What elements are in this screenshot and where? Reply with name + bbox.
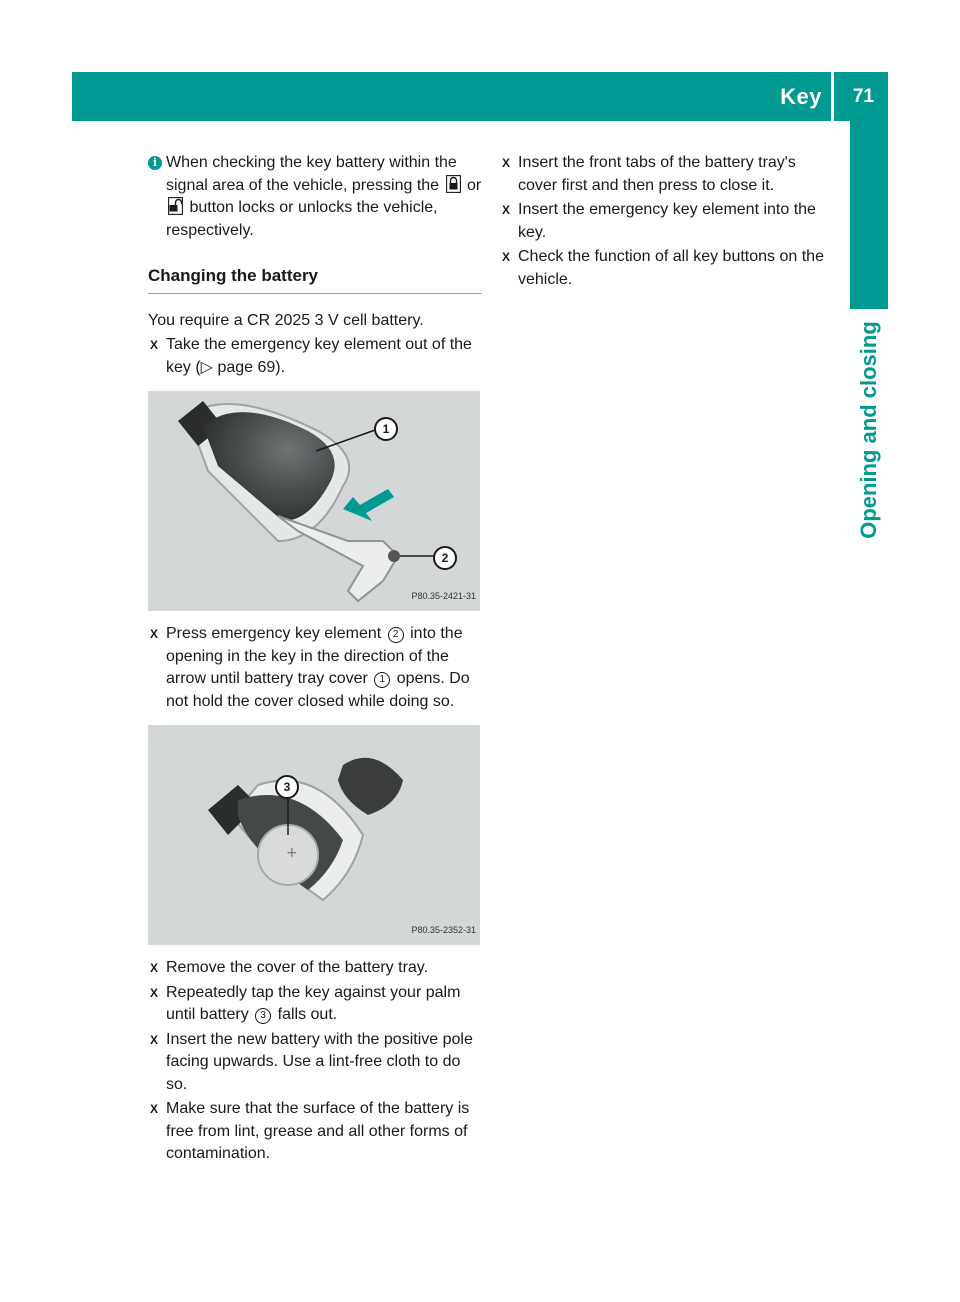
step-text: falls out.	[277, 1006, 338, 1023]
page-header	[72, 72, 888, 121]
page-reference-link[interactable]: page 69	[217, 358, 276, 376]
info-note	[148, 152, 482, 242]
callout-ref-1: 1	[374, 672, 390, 688]
step-item	[148, 1029, 482, 1097]
header-divider	[831, 72, 834, 121]
figure-code: P80.35-2352-31	[411, 924, 476, 935]
step-text: Take the emergency key element out of the key (	[166, 336, 472, 376]
step-text: Insert the front tabs of the battery tray's cover first and then press to close it.	[518, 154, 796, 194]
callout-ref-3: 3	[255, 1008, 271, 1024]
svg-text:+: +	[286, 845, 298, 861]
unlock-icon	[168, 197, 183, 215]
lock-icon	[446, 175, 461, 193]
step-text: Check the function of all key buttons on the vehicle.	[518, 248, 824, 288]
step-item	[500, 199, 836, 244]
step-item	[148, 982, 482, 1027]
figure-battery-tray	[148, 725, 480, 945]
step-item	[500, 152, 836, 197]
key-illustration-1	[148, 391, 480, 611]
callout-3: 3	[275, 775, 299, 799]
step-item	[148, 1098, 482, 1166]
figure-key-battery-cover	[148, 391, 480, 611]
step-text-close: ).	[275, 358, 286, 376]
step-arrow-icon: X	[150, 985, 159, 1000]
section-heading: Changing the battery	[148, 256, 482, 294]
step-arrow-icon: X	[150, 961, 159, 975]
callout-ref-2: 2	[388, 627, 404, 643]
page-ref-arrow: ▷	[200, 358, 213, 376]
step-item	[500, 246, 836, 291]
step-text: opens. Do not hold the cover closed while doing so.	[166, 670, 470, 710]
right-column	[500, 152, 836, 293]
step-arrow-icon: X	[150, 338, 159, 352]
info-icon: i	[148, 156, 162, 170]
step-text: Press emergency key element	[166, 625, 382, 642]
step-item	[148, 957, 482, 980]
left-column	[148, 152, 482, 1168]
callout-2: 2	[433, 546, 457, 570]
side-tab	[850, 121, 888, 309]
step-text: into the opening in the key in the direction of the arrow until battery tray cover	[166, 625, 463, 687]
page-number: 71	[852, 86, 874, 107]
intro-text: You require a CR 2025 3 V cell battery.	[148, 311, 424, 329]
info-text-2: button locks or unlocks the vehicle, respectively.	[166, 199, 438, 239]
info-text-or: or	[466, 176, 482, 194]
figure-code: P80.35-2421-31	[411, 590, 476, 601]
step-arrow-icon: X	[502, 156, 511, 170]
step-arrow-icon: X	[502, 203, 511, 217]
callout-1: 1	[374, 417, 398, 441]
side-tab-label: Opening and closing	[856, 321, 881, 539]
step-arrow-icon: X	[150, 627, 159, 641]
step-arrow-icon: X	[502, 250, 511, 264]
step-text: Remove the cover of the battery tray.	[166, 959, 429, 976]
step-arrow-icon: X	[150, 1032, 159, 1047]
step-arrow-icon: X	[150, 1102, 159, 1116]
step-item	[148, 623, 482, 713]
step-text: Repeatedly tap the key against your palm until battery	[166, 983, 461, 1023]
key-illustration-2	[148, 725, 480, 945]
step-text: Make sure that the surface of the battery is free from lint, grease and all other forms of contamination.	[166, 1100, 470, 1162]
header-title: Key	[780, 84, 822, 109]
step-text: Insert the new battery with the positive pole facing upwards. Use a lint-free cloth to do so.	[166, 1030, 473, 1093]
info-text-1: When checking the key battery within the signal area of the vehicle, pressing the	[166, 154, 457, 194]
step-item	[148, 334, 482, 379]
step-text: Insert the emergency key element into the key.	[518, 201, 816, 241]
